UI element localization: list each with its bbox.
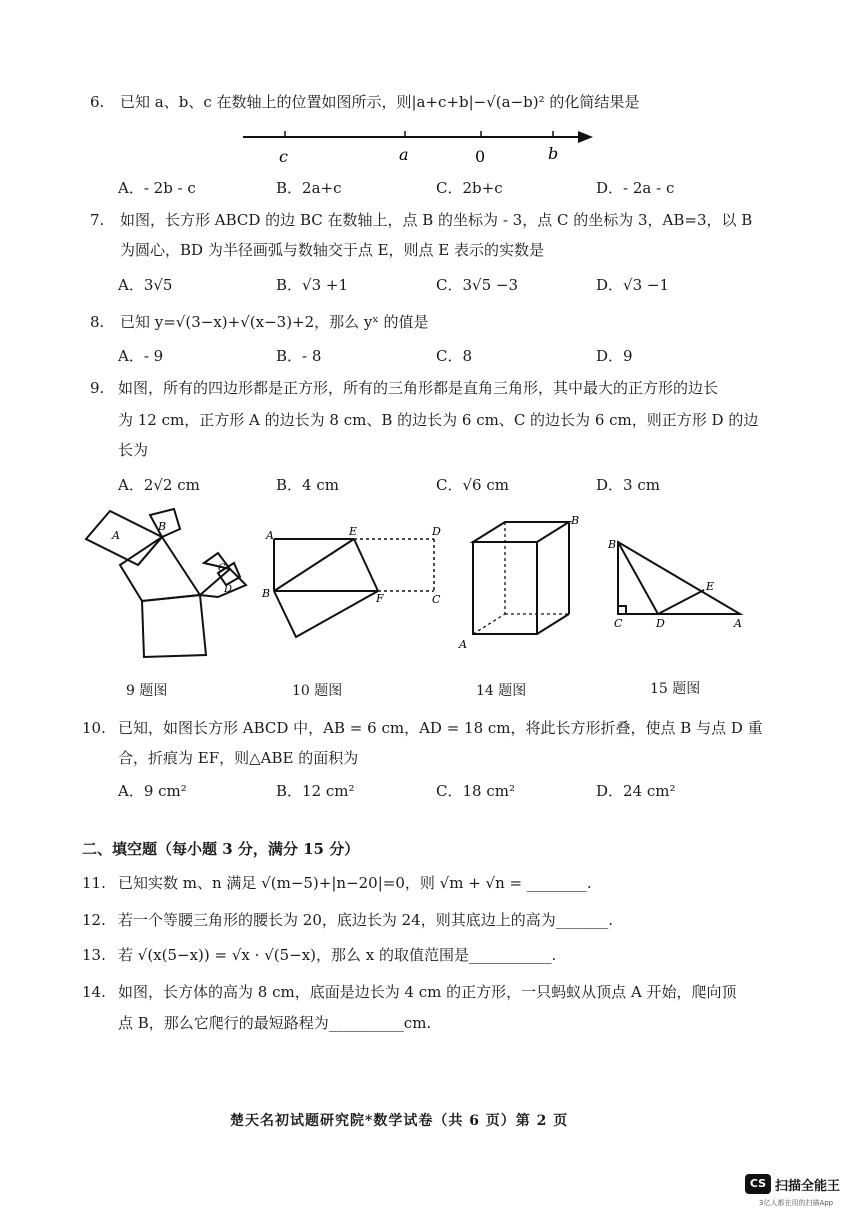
q13-stem: 若 √(x(5−x)) = √x · √(5−x)，那么 x 的取值范围是___________.: [118, 946, 557, 964]
fig15-label-c: C: [614, 617, 623, 630]
fig10-label-c: C: [432, 593, 441, 606]
camscanner-logo-icon: CS: [745, 1174, 771, 1194]
q14-stem-line2: 点 B，那么它爬行的最短路程为__________cm.: [118, 1014, 432, 1032]
fig15-label-b: B: [608, 538, 617, 551]
caption-fig14: 14 题图: [476, 683, 527, 699]
q7-option-a: A．3√5: [118, 276, 173, 294]
q7-option-c: C．3√5 −3: [436, 276, 519, 294]
q14-stem-line1: 如图，长方体的高为 8 cm，底面是边长为 4 cm 的正方形，一只蚂蚁从顶点 A 开始，爬向顶: [118, 983, 737, 1001]
q8-option-c: C．8: [436, 347, 473, 365]
q10-option-a: A．9 cm²: [118, 782, 187, 800]
q9-number: 9.: [90, 379, 105, 397]
figure-14: [455, 512, 595, 657]
fig15-label-d: D: [656, 617, 665, 630]
q9-option-d: D．3 cm: [596, 476, 660, 494]
watermark-name: 扫描全能王: [775, 1179, 841, 1194]
fig9-label-a: A: [112, 529, 120, 542]
q8-option-b: B．- 8: [276, 347, 322, 365]
fig10-label-b: B: [262, 587, 271, 600]
axis-label-zero: 0: [475, 147, 486, 166]
axis-label-c: c: [279, 147, 288, 166]
q10-option-b: B．12 cm²: [276, 782, 355, 800]
watermark-subtitle: 3亿人都在用的扫描App: [759, 1199, 834, 1207]
axis-label-a: a: [399, 145, 409, 164]
fig10-label-d: D: [432, 525, 441, 538]
fig9-label-b: B: [158, 520, 167, 533]
q6-stem: 已知 a、b、c 在数轴上的位置如图所示，则|a+c+b|−√(a−b)² 的化简结果是: [120, 93, 640, 111]
page-footer: 楚天名初试题研究院*数学试卷（共 6 页）第 2 页: [230, 1113, 569, 1129]
q14-number: 14.: [82, 983, 106, 1001]
q10-stem-line2: 合，折痕为 EF，则△ABE 的面积为: [118, 749, 359, 767]
q6-option-c: C．2b+c: [436, 179, 503, 197]
q7-number: 7.: [90, 211, 105, 229]
caption-fig9: 9 题图: [126, 683, 168, 699]
q9-option-b: B．4 cm: [276, 476, 339, 494]
q10-option-d: D．24 cm²: [596, 782, 676, 800]
q11-stem: 已知实数 m、n 满足 √(m−5)+|n−20|=0，则 √m + √n = ________.: [118, 874, 592, 892]
q6-option-a: A．- 2b - c: [118, 179, 196, 197]
q9-stem-line3: 长为: [118, 441, 149, 459]
q13-number: 13.: [82, 946, 106, 964]
fig14-label-a: A: [459, 638, 467, 651]
fig10-label-a: A: [266, 529, 274, 542]
q9-stem-line2: 为 12 cm，正方形 A 的边长为 8 cm、B 的边长为 6 cm、C 的边长为 6 cm，则正方形 D 的边: [118, 411, 759, 429]
q6-option-d: D．- 2a - c: [596, 179, 675, 197]
q8-option-d: D．9: [596, 347, 633, 365]
q11-number: 11.: [82, 874, 106, 892]
axis-label-b: b: [548, 144, 559, 163]
q12-number: 12.: [82, 911, 106, 929]
q8-stem: 已知 y=√(3−x)+√(x−3)+2，那么 yˣ 的值是: [120, 313, 429, 331]
section2-title: 二、填空题（每小题 3 分，满分 15 分）: [82, 840, 360, 858]
q10-stem-line1: 已知，如图长方形 ABCD 中，AB = 6 cm，AD = 18 cm，将此长方形折叠，使点 B 与点 D 重: [118, 719, 763, 737]
figure-15: [600, 530, 760, 640]
caption-fig10: 10 题图: [292, 683, 343, 699]
fig10-label-e: E: [349, 525, 358, 538]
q6-option-b: B．2a+c: [276, 179, 342, 197]
fig15-label-e: E: [706, 580, 715, 593]
caption-fig15: 15 题图: [650, 681, 701, 697]
q6-number: 6.: [90, 93, 105, 111]
q6-number-line: [235, 122, 605, 172]
q7-stem-line1: 如图，长方形 ABCD 的边 BC 在数轴上，点 B 的坐标为 - 3，点 C 的坐标为 3，AB=3，以 B: [120, 211, 753, 229]
q7-stem-line2: 为圆心，BD 为半径画弧与数轴交于点 E，则点 E 表示的实数是: [120, 241, 545, 259]
q10-number: 10.: [82, 719, 106, 737]
q9-option-a: A．2√2 cm: [118, 476, 200, 494]
figure-10: [262, 525, 452, 645]
q9-option-c: C．√6 cm: [436, 476, 509, 494]
fig15-label-a: A: [734, 617, 742, 630]
q7-option-b: B．√3 +1: [276, 276, 349, 294]
q9-stem-line1: 如图，所有的四边形都是正方形，所有的三角形都是直角三角形，其中最大的正方形的边长: [118, 379, 719, 397]
fig9-label-d: D: [224, 584, 233, 595]
scanner-watermark: [745, 1174, 855, 1214]
q10-option-c: C．18 cm²: [436, 782, 515, 800]
q8-option-a: A．- 9: [118, 347, 164, 365]
q12-stem: 若一个等腰三角形的腰长为 20，底边长为 24，则其底边上的高为_______.: [118, 911, 613, 929]
fig10-label-f: F: [376, 592, 384, 605]
q7-option-d: D．√3 −1: [596, 276, 670, 294]
q8-number: 8.: [90, 313, 105, 331]
fig14-label-b: B: [571, 514, 580, 527]
figure-9: [80, 505, 250, 665]
fig9-label-c: C: [218, 563, 226, 574]
